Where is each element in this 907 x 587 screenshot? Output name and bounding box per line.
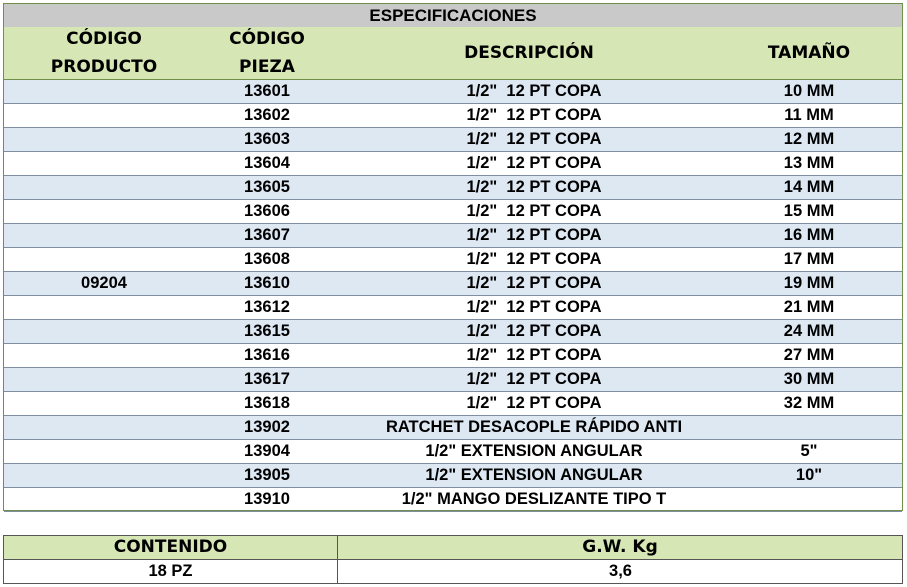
size-cell: 24 MM <box>783 322 835 340</box>
table-row <box>4 272 902 296</box>
piece-code-cell: 13905 <box>244 466 290 484</box>
header-piece-code-line2: PIEZA <box>239 57 295 77</box>
contents-header: CONTENIDO <box>4 536 337 560</box>
piece-code-cell: 13605 <box>244 178 290 196</box>
description-cell: 1/2" 12 PT COPA <box>466 250 602 268</box>
description-cell: 1/2" 12 PT COPA <box>466 274 602 292</box>
table-row <box>4 368 902 392</box>
table-header <box>4 27 902 80</box>
description-cell: 1/2" 12 PT COPA <box>466 322 602 340</box>
piece-code-cell: 13602 <box>244 106 290 124</box>
table-row <box>4 224 902 248</box>
description-cell: 1/2" 12 PT COPA <box>466 370 602 388</box>
table-row <box>4 464 902 488</box>
table-row <box>4 200 902 224</box>
piece-code-cell: 13606 <box>244 202 290 220</box>
table-row <box>4 488 902 512</box>
description-cell: 1/2" 12 PT COPA <box>466 346 602 364</box>
description-cell: 1/2" 12 PT COPA <box>466 298 602 316</box>
contents-table <box>3 535 903 584</box>
table-row <box>4 152 902 176</box>
description-cell: 1/2" 12 PT COPA <box>466 202 602 220</box>
piece-code-cell: 13603 <box>244 130 290 148</box>
specifications-title: ESPECIFICACIONES <box>4 4 902 28</box>
piece-code-cell: 13607 <box>244 226 290 244</box>
description-cell: 1/2" 12 PT COPA <box>466 154 602 172</box>
size-cell: 17 MM <box>783 250 835 268</box>
header-piece-code-line1: CÓDIGO <box>229 29 305 49</box>
table-row <box>4 416 902 440</box>
product-code-cell: 09204 <box>81 274 127 292</box>
piece-code-cell: 13604 <box>244 154 290 172</box>
table-body <box>4 80 902 512</box>
piece-code-cell: 13610 <box>244 274 290 292</box>
table-row <box>4 320 902 344</box>
piece-code-cell: 13904 <box>244 442 290 460</box>
piece-code-cell: 13616 <box>244 346 290 364</box>
size-cell: 30 MM <box>783 370 835 388</box>
specifications-table <box>3 3 903 511</box>
description-cell: 1/2" EXTENSION ANGULAR <box>425 442 643 460</box>
table-row <box>4 344 902 368</box>
piece-code-cell: 13615 <box>244 322 290 340</box>
weight-header: G.W. Kg <box>337 536 902 560</box>
description-cell: 1/2" 12 PT COPA <box>466 82 602 100</box>
piece-code-cell: 13618 <box>244 394 290 412</box>
size-cell: 21 MM <box>783 298 835 316</box>
description-cell: 1/2" EXTENSION ANGULAR <box>425 466 643 484</box>
table-row <box>4 128 902 152</box>
table-row <box>4 440 902 464</box>
size-cell: 12 MM <box>783 130 835 148</box>
description-cell: RATCHET DESACOPLE RÁPIDO ANTI <box>385 418 683 436</box>
table-row <box>4 104 902 128</box>
size-cell: 10 MM <box>783 82 835 100</box>
size-cell: 15 MM <box>783 202 835 220</box>
header-description: DESCRIPCIÓN <box>464 43 594 63</box>
size-cell: 32 MM <box>783 394 835 412</box>
piece-code-cell: 13601 <box>244 82 290 100</box>
piece-code-cell: 13902 <box>244 418 290 436</box>
table-row <box>4 176 902 200</box>
size-cell: 19 MM <box>783 274 835 292</box>
header-product-code-line2: PRODUCTO <box>50 57 158 77</box>
piece-code-cell: 13608 <box>244 250 290 268</box>
header-size: TAMAÑO <box>767 43 851 63</box>
table-row <box>4 296 902 320</box>
weight-value: 3,6 <box>337 560 903 583</box>
piece-code-cell: 13617 <box>244 370 290 388</box>
size-cell: 5" <box>800 442 818 460</box>
description-cell: 1/2" 12 PT COPA <box>466 226 602 244</box>
description-cell: 1/2" 12 PT COPA <box>466 394 602 412</box>
table-row <box>4 392 902 416</box>
description-cell: 1/2" 12 PT COPA <box>466 130 602 148</box>
piece-code-cell: 13612 <box>244 298 290 316</box>
size-cell: 13 MM <box>783 154 835 172</box>
piece-code-cell: 13910 <box>244 490 290 508</box>
description-cell: 1/2" 12 PT COPA <box>466 178 602 196</box>
header-product-code-line1: CÓDIGO <box>66 29 142 49</box>
table-row <box>4 80 902 104</box>
size-cell: 27 MM <box>783 346 835 364</box>
table-row <box>4 248 902 272</box>
size-cell: 11 MM <box>784 106 834 124</box>
contents-value: 18 PZ <box>148 562 193 580</box>
description-cell: 1/2" 12 PT COPA <box>466 106 602 124</box>
size-cell: 14 MM <box>783 178 835 196</box>
size-cell: 10" <box>795 466 823 484</box>
description-cell: 1/2" MANGO DESLIZANTE TIPO T <box>401 490 667 508</box>
size-cell: 16 MM <box>783 226 835 244</box>
